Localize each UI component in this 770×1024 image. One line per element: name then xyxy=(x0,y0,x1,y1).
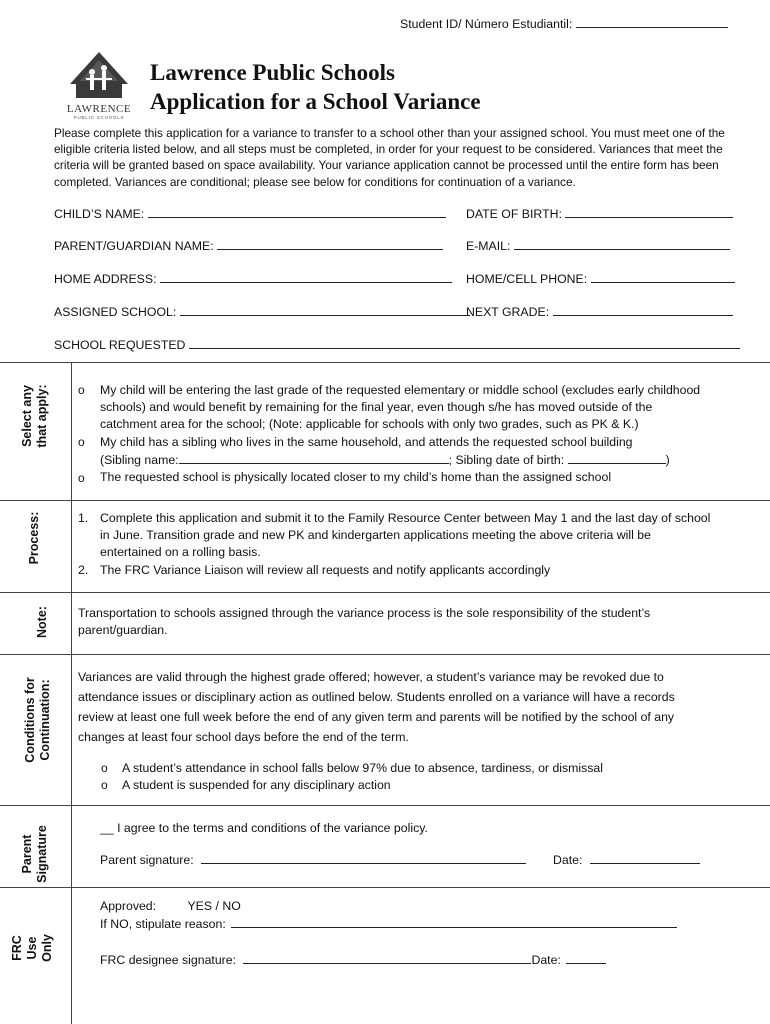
designee-date-label: Date: xyxy=(531,953,561,967)
frc-side-label xyxy=(10,898,58,998)
assigned-school-line[interactable] xyxy=(180,303,470,316)
option-2-text xyxy=(100,434,670,469)
option-3-text xyxy=(100,469,611,486)
email-field xyxy=(466,237,730,255)
divider xyxy=(0,887,770,888)
guardian-name-label: PARENT/GUARDIAN NAME: xyxy=(54,239,214,253)
conditions-line: attendance issues or disciplinary action as outlined below. Students enrolled on a variance will have a records xyxy=(78,690,675,704)
column-divider xyxy=(71,362,72,1024)
sibling-close: ) xyxy=(665,453,670,467)
side-text: Process: xyxy=(27,511,41,565)
side-text: Continuation: xyxy=(38,679,52,761)
step-text: entertained on a rolling basis. xyxy=(100,545,261,559)
note-line: parent/guardian. xyxy=(78,623,168,637)
home-address-field xyxy=(54,270,452,288)
option-checkbox-2[interactable]: o xyxy=(78,435,85,449)
step-number: 2. xyxy=(78,563,89,577)
step-text: The FRC Variance Liaison will review all requests and notify applicants accordingly xyxy=(100,563,551,577)
phone-label: HOME/CELL PHONE: xyxy=(466,272,588,286)
sibling-name-label: (Sibling name: xyxy=(100,453,179,467)
intro-line: completed. Variances are conditional; please see below for conditions for continuation of a variance. xyxy=(54,174,576,189)
divider xyxy=(0,805,770,806)
step-2-text xyxy=(100,562,550,579)
guardian-name-line[interactable] xyxy=(217,237,443,250)
parent-signature-field xyxy=(100,851,526,869)
side-text: Signature xyxy=(35,825,49,883)
parent-date-label: Date: xyxy=(553,853,583,867)
designee-date-line[interactable] xyxy=(566,951,606,964)
intro-paragraph xyxy=(54,125,725,190)
divider xyxy=(0,654,770,655)
reason-line[interactable] xyxy=(231,915,677,928)
child-name-field xyxy=(54,205,446,223)
designee-signature-line[interactable] xyxy=(243,951,531,964)
divider xyxy=(0,592,770,593)
side-text: Use xyxy=(25,936,39,960)
conditions-line: review at least one full week before the end of any given term and parents will be notified by the school of any xyxy=(78,710,675,724)
side-text: that apply: xyxy=(35,384,49,448)
parent-date-field xyxy=(553,851,700,869)
home-address-label: HOME ADDRESS: xyxy=(54,272,157,286)
school-house-icon xyxy=(66,50,132,100)
reason-label: If NO, stipulate reason: xyxy=(100,917,226,931)
signature-side-label xyxy=(20,804,52,904)
side-text: Note: xyxy=(35,606,49,638)
school-logo xyxy=(66,50,132,122)
title-line-2: Application for a School Variance xyxy=(150,89,481,114)
option-text: schools) and would benefit by remaining for the final year, even though s/he has moved outside of the xyxy=(100,400,653,414)
school-requested-field xyxy=(54,336,740,354)
sibling-dob-label: ; Sibling date of birth: xyxy=(448,453,565,467)
side-text: Select any xyxy=(20,385,34,447)
side-text: Parent xyxy=(20,834,34,874)
option-text: catchment area for the school; (Note: applicable for schools with only two grades, such as PK & K.) xyxy=(100,417,639,431)
logo-text: LAWRENCE xyxy=(66,103,132,115)
next-grade-field xyxy=(466,303,733,321)
designee-signature-label: FRC designee signature: xyxy=(100,953,237,967)
condition-item-1: A student’s attendance in school falls below 97% due to absence, tardiness, or dismissal xyxy=(122,761,604,775)
sibling-row xyxy=(100,451,670,469)
intro-line: criteria will be granted based on space availability. Your variance application cannot be processed until the entire form has been xyxy=(54,158,719,173)
agree-checkbox[interactable]: __ I agree to the terms and conditions of the variance policy. xyxy=(100,821,428,835)
sibling-dob-line[interactable] xyxy=(568,451,666,464)
designee-signature-field xyxy=(100,951,606,969)
side-text: Conditions for xyxy=(23,677,37,763)
conditions-text xyxy=(78,667,675,747)
assigned-school-label: ASSIGNED SCHOOL: xyxy=(54,305,177,319)
next-grade-label: NEXT GRADE: xyxy=(466,305,550,319)
yes-no-choice[interactable]: YES / NO xyxy=(187,899,241,913)
option-checkbox-3[interactable]: o xyxy=(78,471,85,485)
option-checkbox-1[interactable]: o xyxy=(78,383,85,397)
divider xyxy=(0,362,770,363)
school-requested-label: SCHOOL REQUESTED xyxy=(54,338,186,352)
phone-field xyxy=(466,270,735,288)
sibling-name-line[interactable] xyxy=(179,451,449,464)
condition-bullet: o xyxy=(101,761,108,775)
guardian-name-field xyxy=(54,237,443,255)
assigned-school-field xyxy=(54,303,470,321)
email-line[interactable] xyxy=(514,237,730,250)
school-requested-line[interactable] xyxy=(189,336,740,349)
page-title xyxy=(150,58,481,116)
conditions-line: changes at least four school days before the end of the term. xyxy=(78,730,409,744)
step-text: Complete this application and submit it to the Family Resource Center between May 1 and the last day of school xyxy=(100,511,711,525)
intro-line: eligible criteria listed below, and all steps must be completed, in order for your request to be considered. Variances that meet the xyxy=(54,142,723,157)
phone-line[interactable] xyxy=(591,270,735,283)
select-side-label xyxy=(20,366,52,466)
next-grade-line[interactable] xyxy=(553,303,733,316)
option-1-text xyxy=(100,382,700,433)
dob-field xyxy=(466,205,733,223)
condition-bullet: o xyxy=(101,778,108,792)
intro-line: Please complete this application for a variance to transfer to a school other than your assigned school. You must meet one of the xyxy=(54,126,725,140)
reason-field xyxy=(100,915,677,933)
child-name-label: CHILD’S NAME: xyxy=(54,207,145,221)
conditions-side-label xyxy=(23,665,55,775)
parent-signature-line[interactable] xyxy=(201,851,526,864)
side-text: FRC xyxy=(10,935,24,961)
condition-item-2: A student is suspended for any disciplinary action xyxy=(122,778,391,792)
approved-label: Approved: xyxy=(100,899,157,913)
student-id-label: Student ID/ Número Estudiantil: xyxy=(400,17,573,31)
home-address-line[interactable] xyxy=(160,270,452,283)
parent-date-line[interactable] xyxy=(590,851,700,864)
conditions-line: Variances are valid through the highest grade offered; however, a student’s variance may be revoked due to xyxy=(78,670,664,684)
child-name-line[interactable] xyxy=(148,205,446,218)
step-text: in June. Transition grade and new PK and kindergarten applications meeting the above criteria will be xyxy=(100,528,651,542)
student-id-field xyxy=(400,15,728,33)
email-label: E-MAIL: xyxy=(466,239,511,253)
note-side-label xyxy=(35,572,51,672)
logo-subtext: PUBLIC SCHOOLS xyxy=(73,115,125,120)
note-line: Transportation to schools assigned through the variance process is the sole responsibility of the student’s xyxy=(78,606,651,620)
divider xyxy=(0,500,770,501)
dob-label: DATE OF BIRTH: xyxy=(466,207,562,221)
side-text: Only xyxy=(40,934,54,962)
student-id-line[interactable] xyxy=(576,15,728,28)
step-1-text xyxy=(100,510,710,561)
note-text xyxy=(78,605,650,639)
option-text: My child has a sibling who lives in the same household, and attends the requested school building xyxy=(100,435,633,449)
step-number: 1. xyxy=(78,511,89,525)
title-line-1: Lawrence Public Schools xyxy=(150,60,395,85)
option-text: The requested school is physically located closer to my child’s home than the assigned school xyxy=(100,470,612,484)
approved-field xyxy=(100,898,241,915)
parent-signature-label: Parent signature: xyxy=(100,853,194,867)
option-text: My child will be entering the last grade of the requested elementary or middle school (excludes early childhood xyxy=(100,383,701,397)
dob-line[interactable] xyxy=(565,205,733,218)
